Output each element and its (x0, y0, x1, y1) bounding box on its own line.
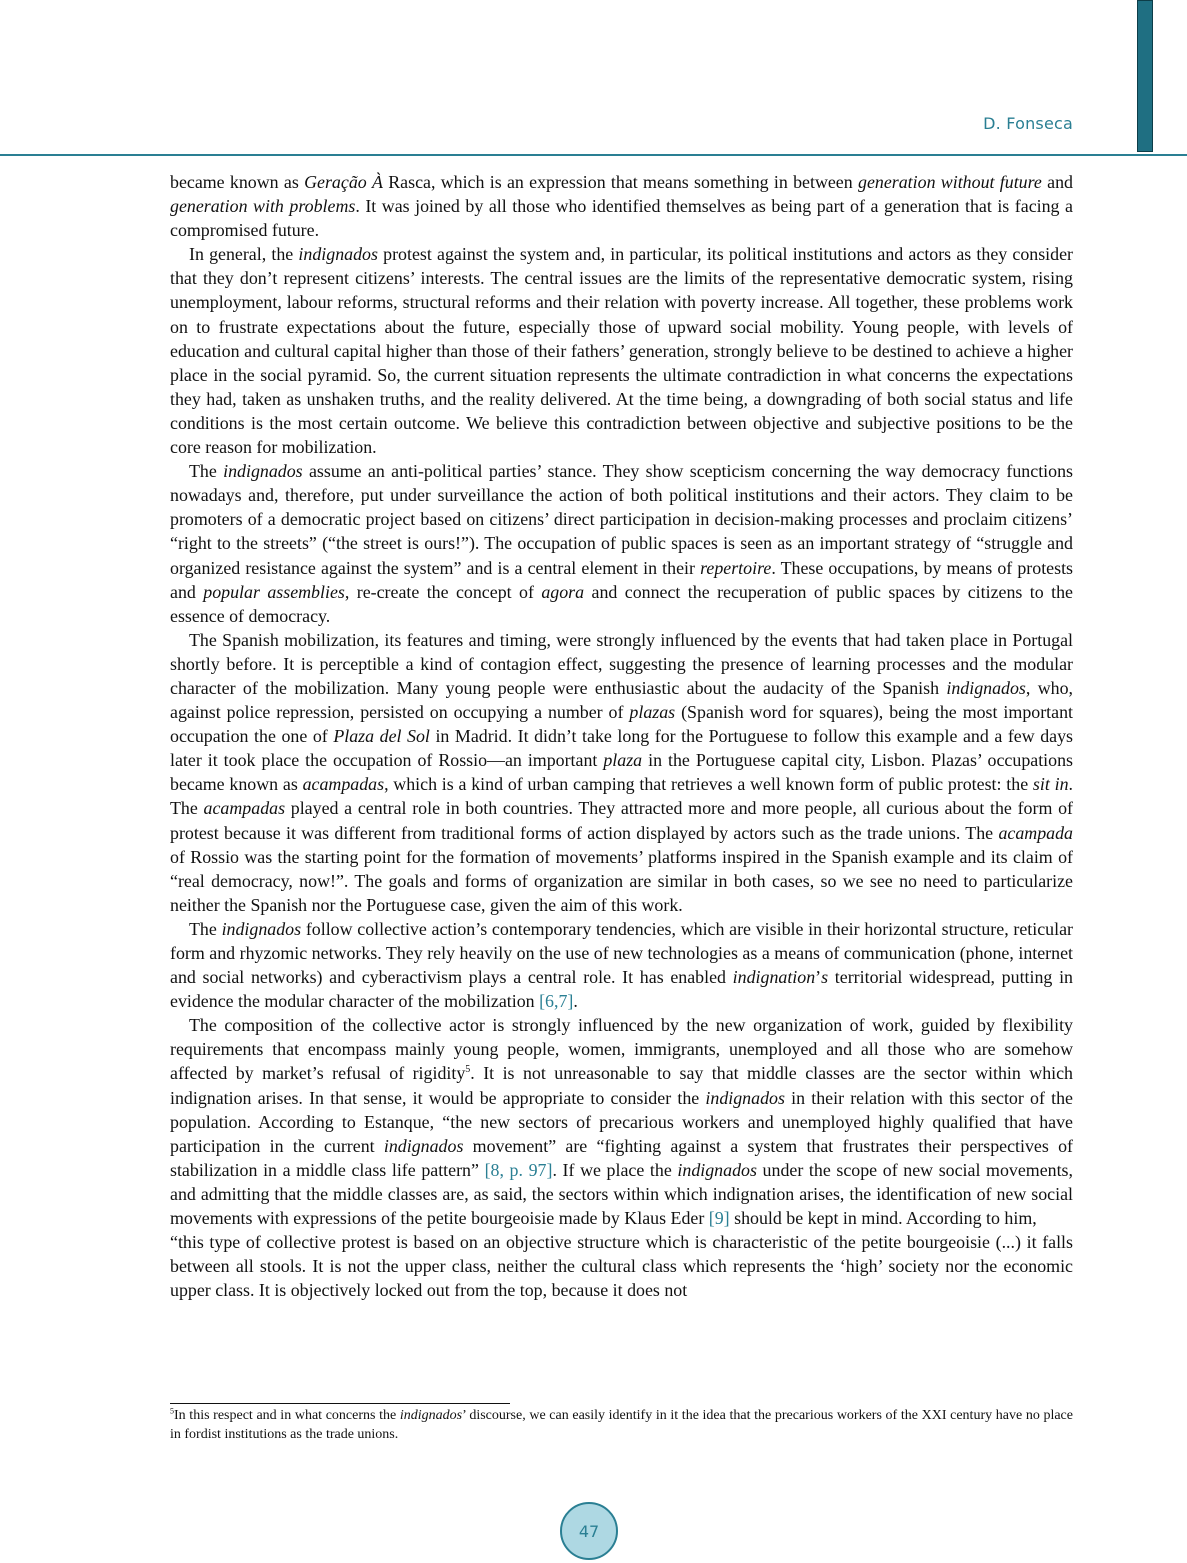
page-number: 47 (578, 1521, 600, 1541)
footnote-5: $^5$In this respect and in what concerns the indignados’ discourse, we can easily identify in it the idea that the precarious workers of the XXI century have no place in fordist institutions as the trade unions. (170, 1406, 1073, 1442)
citation-link-9[interactable]: [9] (708, 1208, 730, 1229)
paragraph-2: In general, the indignados protest against the system and, in particular, its political institutions and actors as they consider that they don’t represent citizens’ interests. The central issues are the limits of the representative democratic system, rising unemployment, labour reforms, structural reforms and their relation with poverty increase. All together, these problems work on to frustrate expectations about the future, especially those of upward social mobility. Young people, with levels of education and cultural capital higher than those of their fathers’ generation, strongly believe to be destined to achieve a higher place in the social pyramid. So, the current situation represents the ultimate contradiction in what concerns the expectations they had, taken as unshaken truths, and the reality delivered. At the time being, a downgrading of both social status and life conditions is the most certain outcome. We believe this contradiction between objective and subjective positions to be the core reason for mobilization. (170, 244, 1073, 458)
article-body (170, 170, 1073, 1302)
page-number-badge (560, 1502, 618, 1560)
paragraph-4: The Spanish mobilization, its features and timing, were strongly influenced by the events that had taken place in Portugal shortly before. It is perceptible a kind of contagion effect, suggesting the presence of learning processes and the modular character of the mobilization. Many young people were enthusiastic about the audacity of the Spanish indignados, who, against police repression, persisted on occupying a number of plazas (Spanish word for squares), being the most important occupation the one of Plaza del Sol in Madrid. It didn’t take long for the Portuguese to follow this example and a few days later it took place the occupation of Rossio—an important plaza in the Portuguese capital city, Lisbon. Plazas’ occupations became known as acampadas, which is a kind of urban camping that retrieves a well known form of public protest: the sit in. The acampadas played a central role in both countries. They attracted more and more people, all curious about the form of protest because it was different from traditional forms of action displayed by actors such as the trade unions. The acampada of Rossio was the starting point for the formation of movements’ platforms inspired in the Spanish example and its claim of “real democracy, now!”. The goals and forms of organization are similar in both cases, so we see no need to particularize neither the Spanish nor the Portuguese case, given the aim of this work. (170, 629, 1074, 915)
paragraph-1: became known as Geração À Rasca, which is an expression that means something in between generation without future and generation with problems. It was joined by all those who identified themselves as being part of a generation that is facing a compromised future. (170, 172, 1073, 241)
paragraph-6: The composition of the collective actor is strongly influenced by the new organization of work, guided by flexibility requirements that encompass mainly young people, women, immigrants, unemployed and all those who are somehow affected by market’s refusal of rigidity$^5$. It is not unreasonable to say that middle classes are the sector within which indignation arises. In that sense, it would be appropriate to consider the indignados in their relation with this sector of the population. According to Estanque, “the new sectors of precarious workers and unemployed highly qualified that have participation in the current indignados movement” are “fighting against a system that frustrates their perspectives of stabilization in a middle class life pattern” [8, p. 97]. If we place the indignados under the scope of new social movements, and admitting that the middle classes are, as said, the sectors within which indignation arises, the identification of new social movements with expressions of the petite bourgeoisie made by Klaus Eder [9] should be kept in mind. According to him, (170, 1015, 1073, 1229)
edge-tab-decoration (1137, 0, 1153, 152)
header-rule (0, 154, 1187, 156)
block-quote: “this type of collective protest is based on an objective structure which is characteristic of the petite bourgeoisie (...) it falls between all stools. It is not the upper class, neither the cultural class which represents the ‘high’ society nor the economic upper class. It is objectively locked out from the top, because it does not (170, 1232, 1073, 1301)
footnote-marker[interactable]: 5 (465, 1064, 471, 1076)
citation-link-8[interactable]: [8, p. 97] (484, 1159, 553, 1180)
footnote-rule (170, 1403, 510, 1404)
running-head-author: D. Fonseca (983, 114, 1073, 133)
paragraph-3: The indignados assume an anti-political parties’ stance. They show scepticism concerning the way democracy functions nowadays and, therefore, put under surveillance the action of both political institutions and their actors. They claim to be promoters of a democratic project based on citizens’ direct participation in decision-making processes and proclaim citizens’ “right to the streets” (“the street is ours!”). The occupation of public spaces is seen as an important strategy of “struggle and organized resistance against the system” and is a central element in their repertoire. These occupations, by means of protests and popular assemblies, re-create the concept of agora and connect the recuperation of public spaces by citizens to the essence of democracy. (170, 461, 1073, 626)
paragraph-5: The indignados follow collective action’s contemporary tendencies, which are visible in their horizontal structure, reticular form and rhyzomic networks. They rely heavily on the use of new technologies as a means of communication (phone, internet and social networks) and cyberactivism plays a central role. It has enabled indignation’s territorial widespread, putting in evidence the modular character of the mobilization [6,7]. (170, 918, 1073, 1012)
citation-link-6-7[interactable]: [6,7] (539, 991, 574, 1012)
